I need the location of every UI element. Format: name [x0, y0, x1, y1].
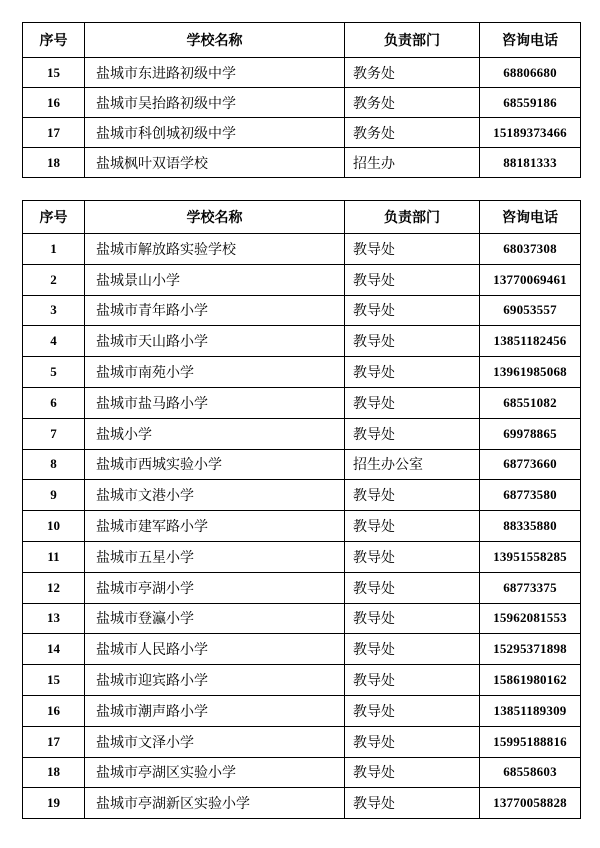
department-cell: 教务处 — [345, 118, 480, 148]
phone-number-cell: 68558603 — [480, 757, 581, 788]
serial-number-cell: 13 — [23, 603, 85, 634]
column-header-phone: 咨询电话 — [480, 201, 581, 234]
phone-number-cell: 15995188816 — [480, 726, 581, 757]
school-name-cell: 盐城小学 — [85, 418, 345, 449]
school-name-cell: 盐城市文泽小学 — [85, 726, 345, 757]
school-name-cell: 盐城市青年路小学 — [85, 295, 345, 326]
department-cell: 教导处 — [345, 387, 480, 418]
department-cell: 招生办 — [345, 148, 480, 178]
department-cell: 教导处 — [345, 234, 480, 265]
table-row — [23, 118, 581, 148]
serial-number-cell: 14 — [23, 634, 85, 665]
school-name-cell: 盐城市西城实验小学 — [85, 449, 345, 480]
serial-number-cell: 9 — [23, 480, 85, 511]
serial-number-cell: 16 — [23, 695, 85, 726]
column-header-department: 负责部门 — [345, 23, 480, 58]
phone-number-cell: 13961985068 — [480, 357, 581, 388]
department-cell: 招生办公室 — [345, 449, 480, 480]
serial-number-cell: 4 — [23, 326, 85, 357]
serial-number-cell: 5 — [23, 357, 85, 388]
serial-number-cell: 2 — [23, 264, 85, 295]
department-cell: 教导处 — [345, 541, 480, 572]
department-cell: 教导处 — [345, 326, 480, 357]
school-name-cell: 盐城市文港小学 — [85, 480, 345, 511]
phone-number-cell: 15189373466 — [480, 118, 581, 148]
table-row — [23, 634, 581, 665]
serial-number-cell: 3 — [23, 295, 85, 326]
phone-number-cell: 69978865 — [480, 418, 581, 449]
table-row — [23, 357, 581, 388]
school-name-cell: 盐城市亭湖区实验小学 — [85, 757, 345, 788]
column-header-department: 负责部门 — [345, 201, 480, 234]
table-row — [23, 326, 581, 357]
phone-number-cell: 68773660 — [480, 449, 581, 480]
serial-number-cell: 1 — [23, 234, 85, 265]
department-cell: 教导处 — [345, 695, 480, 726]
table-row — [23, 665, 581, 696]
phone-number-cell: 68773580 — [480, 480, 581, 511]
department-cell: 教导处 — [345, 480, 480, 511]
department-cell: 教导处 — [345, 511, 480, 542]
serial-number-cell: 11 — [23, 541, 85, 572]
phone-number-cell: 88335880 — [480, 511, 581, 542]
phone-number-cell: 88181333 — [480, 148, 581, 178]
table-row — [23, 541, 581, 572]
header-row — [23, 201, 581, 234]
serial-number-cell: 6 — [23, 387, 85, 418]
phone-number-cell: 13770058828 — [480, 788, 581, 819]
phone-number-cell: 68551082 — [480, 387, 581, 418]
serial-number-cell: 17 — [23, 726, 85, 757]
department-cell: 教导处 — [345, 418, 480, 449]
school-name-cell: 盐城市东进路初级中学 — [85, 58, 345, 88]
column-header-serial-number: 序号 — [23, 23, 85, 58]
department-cell: 教导处 — [345, 788, 480, 819]
department-cell: 教务处 — [345, 58, 480, 88]
table-row — [23, 480, 581, 511]
serial-number-cell: 18 — [23, 757, 85, 788]
column-header-serial-number: 序号 — [23, 201, 85, 234]
serial-number-cell: 8 — [23, 449, 85, 480]
department-cell: 教导处 — [345, 757, 480, 788]
phone-number-cell: 13851182456 — [480, 326, 581, 357]
phone-number-cell: 13770069461 — [480, 264, 581, 295]
school-name-cell: 盐城市科创城初级中学 — [85, 118, 345, 148]
phone-number-cell: 68037308 — [480, 234, 581, 265]
table-row — [23, 788, 581, 819]
table-row — [23, 511, 581, 542]
school-name-cell: 盐城市登瀛小学 — [85, 603, 345, 634]
phone-number-cell: 13851189309 — [480, 695, 581, 726]
phone-number-cell: 68559186 — [480, 88, 581, 118]
table-row — [23, 58, 581, 88]
school-name-cell: 盐城市建军路小学 — [85, 511, 345, 542]
department-cell: 教导处 — [345, 603, 480, 634]
table-row — [23, 418, 581, 449]
serial-number-cell: 15 — [23, 58, 85, 88]
department-cell: 教导处 — [345, 665, 480, 696]
table-row — [23, 449, 581, 480]
school-name-cell: 盐城市吴抬路初级中学 — [85, 88, 345, 118]
phone-number-cell: 15295371898 — [480, 634, 581, 665]
column-header-school-name: 学校名称 — [85, 201, 345, 234]
school-name-cell: 盐城市亭湖新区实验小学 — [85, 788, 345, 819]
serial-number-cell: 18 — [23, 148, 85, 178]
department-cell: 教导处 — [345, 357, 480, 388]
table-row — [23, 148, 581, 178]
column-header-phone: 咨询电话 — [480, 23, 581, 58]
primary-school-contact-table — [22, 200, 581, 819]
phone-number-cell: 13951558285 — [480, 541, 581, 572]
department-cell: 教导处 — [345, 726, 480, 757]
serial-number-cell: 16 — [23, 88, 85, 118]
table-row — [23, 234, 581, 265]
department-cell: 教导处 — [345, 295, 480, 326]
table-row — [23, 603, 581, 634]
school-name-cell: 盐城市五星小学 — [85, 541, 345, 572]
school-name-cell: 盐城市南苑小学 — [85, 357, 345, 388]
school-name-cell: 盐城市天山路小学 — [85, 326, 345, 357]
school-name-cell: 盐城市迎宾路小学 — [85, 665, 345, 696]
school-name-cell: 盐城市解放路实验学校 — [85, 234, 345, 265]
table-row — [23, 695, 581, 726]
school-name-cell: 盐城市盐马路小学 — [85, 387, 345, 418]
school-name-cell: 盐城市潮声路小学 — [85, 695, 345, 726]
table-row — [23, 757, 581, 788]
school-name-cell: 盐城市人民路小学 — [85, 634, 345, 665]
phone-number-cell: 69053557 — [480, 295, 581, 326]
table-row — [23, 264, 581, 295]
serial-number-cell: 19 — [23, 788, 85, 819]
serial-number-cell: 17 — [23, 118, 85, 148]
phone-number-cell: 68773375 — [480, 572, 581, 603]
table-row — [23, 88, 581, 118]
school-name-cell: 盐城景山小学 — [85, 264, 345, 295]
serial-number-cell: 10 — [23, 511, 85, 542]
school-name-cell: 盐城枫叶双语学校 — [85, 148, 345, 178]
school-name-cell: 盐城市亭湖小学 — [85, 572, 345, 603]
table-row — [23, 726, 581, 757]
table-row — [23, 295, 581, 326]
serial-number-cell: 7 — [23, 418, 85, 449]
phone-number-cell: 15962081553 — [480, 603, 581, 634]
serial-number-cell: 15 — [23, 665, 85, 696]
department-cell: 教导处 — [345, 264, 480, 295]
column-header-school-name: 学校名称 — [85, 23, 345, 58]
table-row — [23, 387, 581, 418]
phone-number-cell: 68806680 — [480, 58, 581, 88]
department-cell: 教导处 — [345, 634, 480, 665]
department-cell: 教务处 — [345, 88, 480, 118]
table-row — [23, 572, 581, 603]
department-cell: 教导处 — [345, 572, 480, 603]
serial-number-cell: 12 — [23, 572, 85, 603]
phone-number-cell: 15861980162 — [480, 665, 581, 696]
middle-school-contact-table — [22, 22, 581, 178]
header-row — [23, 23, 581, 58]
